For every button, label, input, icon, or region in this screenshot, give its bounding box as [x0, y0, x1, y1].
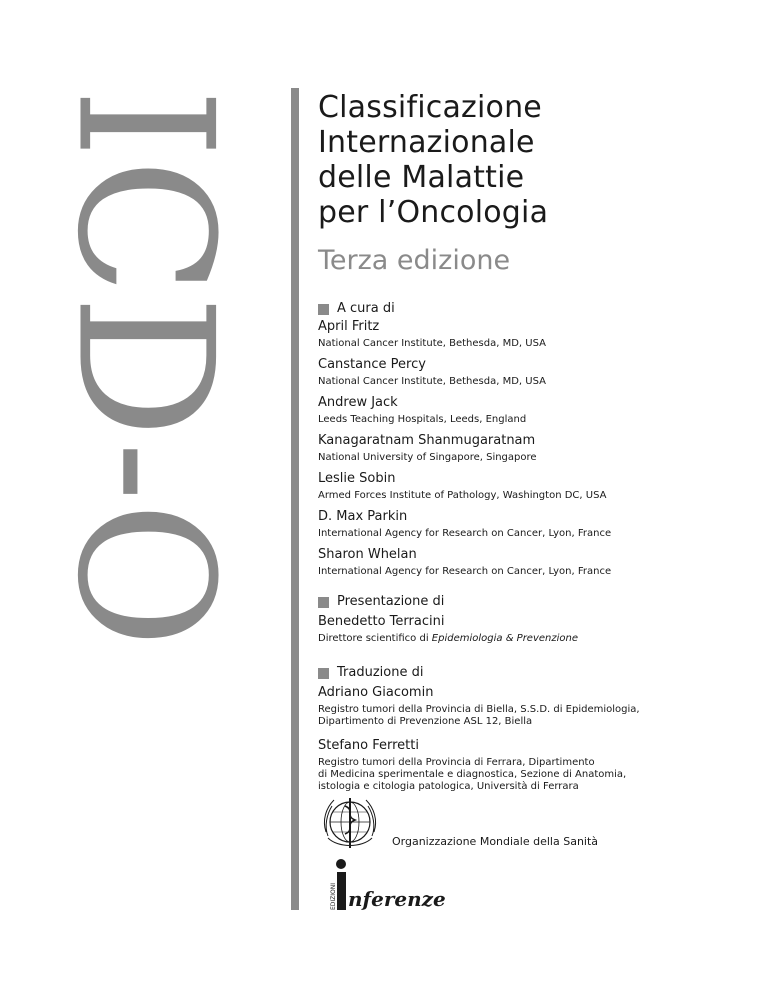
editor-entry [318, 395, 758, 426]
publisher-i-mark [330, 858, 346, 910]
editor-affiliation: International Agency for Research on Cancer, Lyon, France [318, 528, 612, 539]
vertical-title [0, 0, 300, 994]
square-bullet-icon [318, 304, 329, 315]
editor-affiliation: Leeds Teaching Hospitals, Leeds, England [318, 414, 527, 425]
editor-name: Canstance Percy [318, 357, 426, 372]
translation-heading-label: Traduzione di [337, 665, 424, 680]
editor-affiliation: International Agency for Research on Cancer, Lyon, France [318, 566, 612, 577]
title-line: Classificazione [318, 90, 542, 125]
vertical-rule [291, 88, 299, 910]
editor-name: Leslie Sobin [318, 471, 396, 486]
affiliation-line: Dipartimento di Prevenzione ASL 12, Biella [318, 716, 533, 727]
editor-entry [318, 319, 758, 350]
translator-name: Stefano Ferretti [318, 738, 419, 753]
editor-entry [318, 547, 758, 578]
editor-entry [318, 433, 758, 464]
square-bullet-icon [318, 597, 329, 608]
translator-affiliation [318, 757, 758, 793]
editors-section [318, 301, 758, 578]
who-name: Organizzazione Mondiale della Sanità [392, 835, 599, 848]
editor-name: D. Max Parkin [318, 509, 408, 524]
title-line: Internazionale [318, 125, 535, 160]
editor-entry [318, 471, 758, 502]
publisher-prefix: EDIZIONI [330, 882, 337, 910]
title-line: per l’Oncologia [318, 195, 549, 230]
edition-label: Terza edizione [318, 245, 511, 276]
publisher-logo [330, 858, 446, 910]
translator-affiliation [318, 704, 758, 728]
translator-entry [318, 738, 758, 793]
editor-affiliation: National Cancer Institute, Bethesda, MD, USA [318, 376, 546, 387]
presenter-affiliation [318, 633, 758, 645]
cover-content [318, 90, 758, 800]
who-emblem-icon [318, 792, 382, 856]
presenter-journal: Epidemiologia & Prevenzione [431, 633, 579, 644]
editor-name: April Fritz [318, 319, 380, 334]
icd-o-vertical-text: ICD-O [36, 88, 254, 672]
presenter-name: Benedetto Terracini [318, 614, 445, 629]
editor-name: Kanagaratnam Shanmugaratnam [318, 433, 536, 448]
affiliation-line: Registro tumori della Provincia di Ferrara, Dipartimento [318, 757, 595, 768]
editor-name: Sharon Whelan [318, 547, 417, 562]
editor-affiliation: National University of Singapore, Singapore [318, 452, 537, 463]
translator-name: Adriano Giacomin [318, 685, 434, 700]
editor-name: Andrew Jack [318, 395, 398, 410]
presenter-affiliation-prefix: Direttore scientifico di [318, 633, 432, 644]
editor-entry [318, 357, 758, 388]
title-line: delle Malattie [318, 160, 525, 195]
translation-heading [318, 665, 758, 681]
affiliation-line: Registro tumori della Provincia di Biella, S.S.D. di Epidemiologia, [318, 704, 640, 715]
editors-heading-label: A cura di [337, 301, 395, 316]
presentation-heading-label: Presentazione di [337, 594, 445, 609]
publisher-name: nferenze [348, 887, 446, 911]
editor-affiliation: Armed Forces Institute of Pathology, Washington DC, USA [318, 490, 607, 501]
presentation-heading [318, 594, 758, 610]
editor-affiliation: National Cancer Institute, Bethesda, MD, USA [318, 338, 546, 349]
main-title [318, 90, 758, 230]
editors-heading [318, 301, 758, 317]
editor-entry [318, 509, 758, 540]
presentation-section [318, 594, 758, 645]
affiliation-line: di Medicina sperimentale e diagnostica, Sezione di Anatomia, [318, 769, 627, 780]
who-row [318, 792, 598, 856]
square-bullet-icon [318, 668, 329, 679]
translation-section [318, 665, 758, 793]
affiliation-line: istologia e citologia patologica, Università di Ferrara [318, 781, 579, 792]
translator-entry [318, 685, 758, 728]
